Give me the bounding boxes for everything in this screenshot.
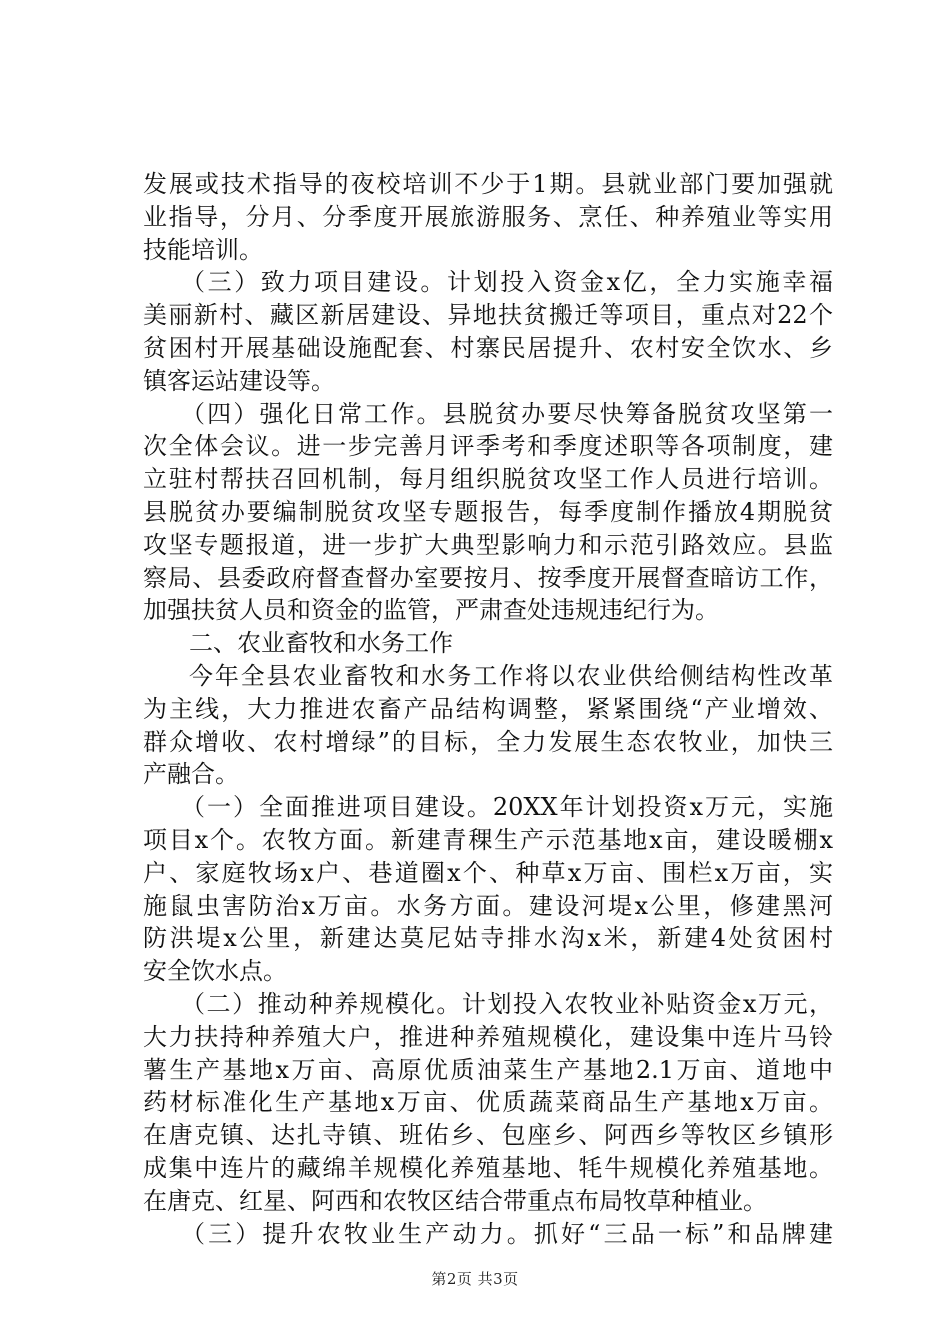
text-line: 安全饮水点。 xyxy=(143,957,287,986)
text-line: 次全体会议。进一步完善月评季考和季度述职等各项制度，建 xyxy=(143,432,833,461)
text-line: 项目x个。农牧方面。新建青稞生产示范基地x亩，建设暖棚x xyxy=(143,825,833,854)
paragraph-heading: （四）强化日常工作。县脱贫办要尽快筹备脱贫攻坚第一 xyxy=(181,399,833,428)
paragraph-heading: （三）提升农牧业生产动力。抓好“三品一标”和品牌建 xyxy=(181,1219,833,1248)
text-line: 察局、县委政府督查督办室要按月、按季度开展督查暗访工作， xyxy=(143,563,833,592)
text-line: 业指导，分月、分季度开展旅游服务、烹任、种养殖业等实用 xyxy=(143,202,833,231)
text-line: 成集中连片的藏绵羊规模化养殖基地、牦牛规模化养殖基地。 xyxy=(143,1153,833,1182)
paragraph-heading: （一）全面推进项目建设。20XX年计划投资x万元，实施 xyxy=(181,793,833,822)
paragraph-heading: （二）推动种养规模化。计划投入农牧业补贴资金x万元， xyxy=(181,989,833,1018)
text-line: 产融合。 xyxy=(143,760,239,789)
text-line: 发展或技术指导的夜校培训不少于1期。县就业部门要加强就 xyxy=(143,170,833,198)
text-line: 药材标准化生产基地x万亩、优质蔬菜商品生产基地x万亩。 xyxy=(143,1088,833,1117)
text-line: 为主线，大力推进农畜产品结构调整，紧紧围绕“产业增效、 xyxy=(143,694,833,723)
text-line: 防洪堤x公里，新建达莫尼姑寺排水沟x米，新建4处贫困村 xyxy=(143,924,833,953)
text-line: 在唐克镇、达扎寺镇、班佑乡、包座乡、阿西乡等牧区乡镇形 xyxy=(143,1121,833,1150)
text-line: 县脱贫办要编制脱贫攻坚专题报告，每季度制作播放4期脱贫 xyxy=(143,497,833,526)
section-heading: 二、农业畜牧和水务工作 xyxy=(189,629,453,658)
text-line: 群众增收、农村增绿”的目标，全力发展生态农牧业，加快三 xyxy=(143,727,833,756)
text-line: 在唐克、红星、阿西和农牧区结合带重点布局牧草种植业。 xyxy=(143,1186,767,1215)
text-line: 技能培训。 xyxy=(143,235,263,264)
paragraph-heading: （三）致力项目建设。计划投入资金x亿，全力实施幸福 xyxy=(181,268,833,297)
body-text xyxy=(143,168,833,1250)
text-line: 镇客运站建设等。 xyxy=(143,366,335,395)
paragraph-start: 今年全县农业畜牧和水务工作将以农业供给侧结构性改革 xyxy=(189,661,833,690)
text-line: 薯生产基地x万亩、高原优质油菜生产基地2.1万亩、道地中 xyxy=(143,1055,833,1084)
text-line: 美丽新村、藏区新居建设、异地扶贫搬迁等项目，重点对22个 xyxy=(143,301,833,330)
page-footer: 第2页 共3页 xyxy=(431,1270,519,1288)
text-line: 贫困村开展基础设施配套、村寨民居提升、农村安全饮水、乡 xyxy=(143,333,833,362)
text-line: 施鼠虫害防治x万亩。水务方面。建设河堤x公里，修建黑河 xyxy=(143,891,833,920)
text-line: 加强扶贫人员和资金的监管，严肃查处违规违纪行为。 xyxy=(143,596,719,625)
text-line: 立驻村帮扶召回机制，每月组织脱贫攻坚工作人员进行培训。 xyxy=(143,465,833,494)
text-line: 户、家庭牧场x户、巷道圈x个、种草x万亩、围栏x万亩，实 xyxy=(143,858,833,887)
text-line: 攻坚专题报道，进一步扩大典型影响力和示范引路效应。县监 xyxy=(143,530,833,559)
text-line: 大力扶持种养殖大户，推进种养殖规模化，建设集中连片马铃 xyxy=(143,1022,833,1051)
